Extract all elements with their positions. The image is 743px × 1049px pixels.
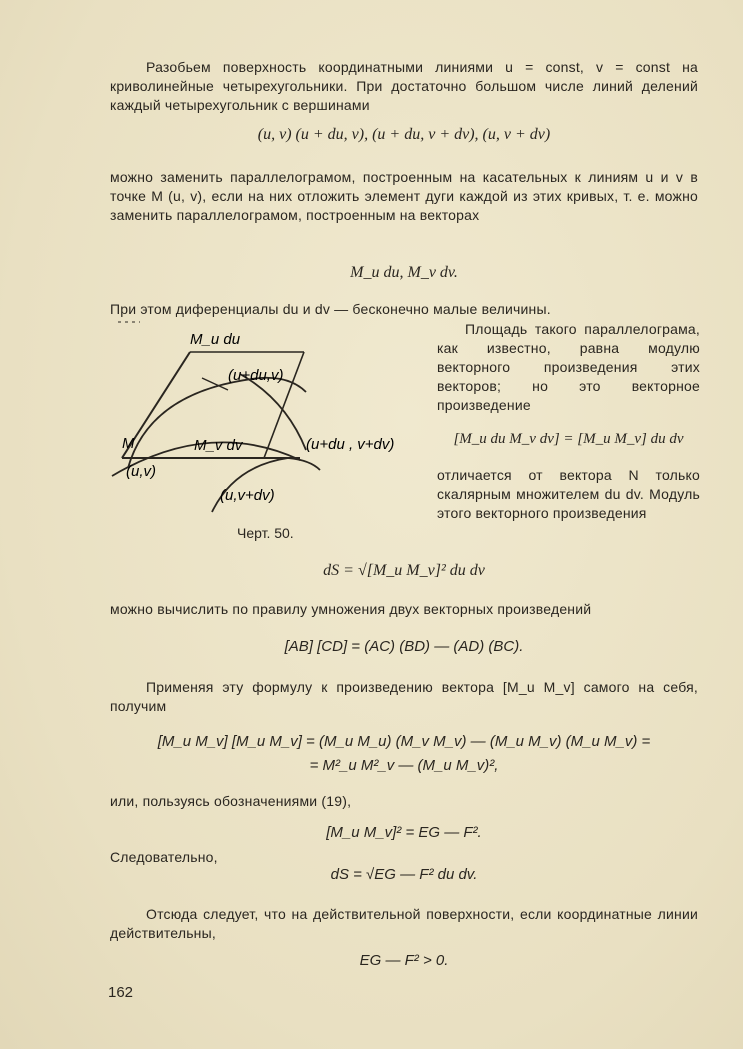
formula-ab: [AB] [CD] = (AC) (BD) — (AD) (BC). [284, 638, 524, 655]
formula-vertices: (u, v) (u + du, v), (u + du, v + dv), (u, v + dv) [257, 126, 551, 143]
paragraph-6: или, пользуясь обозначениями (19), [110, 793, 352, 809]
paragraph-4: можно вычислить по правилу умножения двух векторных произведений [110, 601, 592, 617]
paragraph-1: Разобьем поверхность координатными линиями u = const, v = const на криволинейные четырехугольники. При достаточно большом числе линий делений каждый четырехугольник с вершинами [110, 59, 698, 113]
formula-mm-line-2: = M²_u M²_v — (M_u M_v)², [309, 757, 499, 774]
formula-inequality: EG — F² > 0. [359, 952, 449, 969]
label-u-du-v: (u+du,v) [228, 367, 284, 384]
right-column-text-2: отличается от вектора N только скалярным множителем du dv. Модуль этого векторного произведения [437, 467, 700, 521]
label-m: M [122, 435, 135, 452]
formula-ds-2: dS = √EG — F² du dv. [330, 866, 478, 883]
label-u-v-dv: (u,v+dv) [220, 487, 275, 504]
formula-vectors: M_u du, M_v dv. [350, 264, 458, 281]
paragraph-8: Отсюда следует, что на действительной поверхности, если координатные линии действительны, [110, 906, 698, 941]
label-u-v: (u,v) [126, 463, 156, 480]
right-column-text-1: Площадь такого параллелограма, как известно, равна модулю векторного произведения этих векторов; но это векторное произведение [437, 321, 700, 413]
right-formula: [M_u du M_v dv] = [M_u M_v] du dv [453, 431, 684, 447]
paragraph-5: Применяя эту формулу к произведению вектора [M_u M_v] самого на себя, получим [110, 679, 698, 714]
formula-ds-1: dS = √[M_u M_v]² du dv [323, 562, 485, 579]
page-number: 162 [108, 984, 134, 1001]
formula-mm-line-1: [M_u M_v] [M_u M_v] = (M_u M_u) (M_v M_v) — (M_u M_v) (M_u M_v) = [157, 733, 651, 750]
paragraph-2: можно заменить параллелограмом, построенным на касательных к линиям u и v в точке M (u, v), если на них отложить элемент дуги каждой из этих кривых, т. е. можно заменить параллелограмом, построенным на векторах [110, 169, 698, 223]
figure-caption: Черт. 50. [237, 525, 294, 541]
label-mu-du: M_u du [190, 331, 241, 348]
label-u-du-v-dv: (u+du , v+dv) [306, 436, 395, 453]
paragraph-3: При этом диференциалы du и dv — бесконечно малые величины. [110, 301, 551, 317]
formula-eg: [M_u M_v]² = EG — F². [326, 824, 482, 841]
figure-50-diagram [110, 330, 430, 530]
paragraph-7: Следовательно, [110, 849, 218, 865]
label-mv-dv: M_v dv [194, 437, 243, 454]
